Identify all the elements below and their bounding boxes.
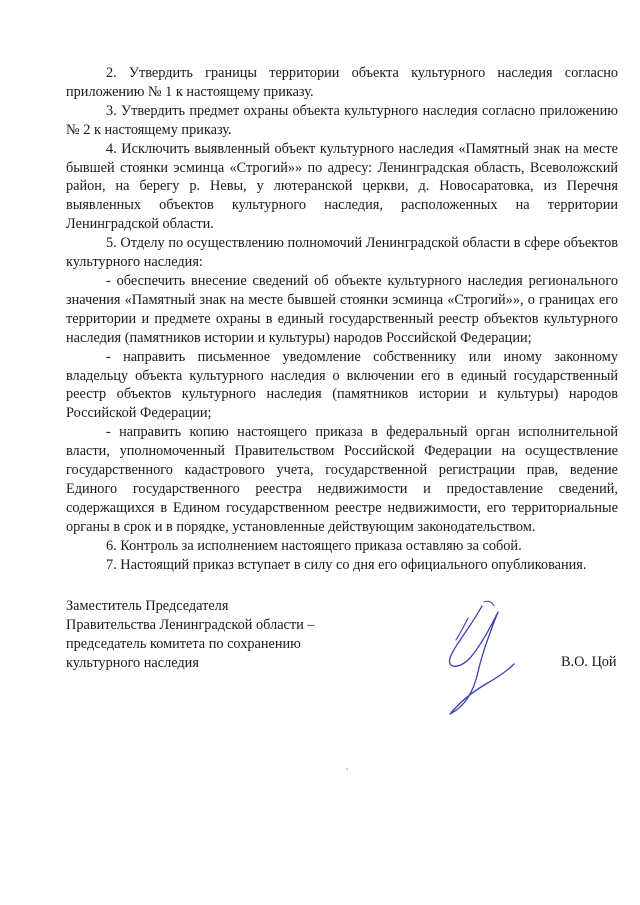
paragraph-bullet-2: - направить письменное уведомление собственнику или иному законному владельцу объекта культурного наследия о включении его в единый государственный реестр объектов культурного наследия (памятников истории и культуры) народов Российской Федерации; (66, 348, 618, 422)
signatory-name: В.О. Цой (561, 654, 617, 670)
paragraph-item-5: 5. Отделу по осуществлению полномочий Ленинградской области в сфере объектов культурного наследия: (66, 235, 618, 271)
scan-speck (346, 768, 348, 770)
document-body (66, 64, 618, 574)
signatory-position-line: Правительства Ленинградской области – (66, 617, 315, 633)
handwritten-signature (420, 598, 530, 720)
paragraph-item-4: 4. Исключить выявленный объект культурного наследия «Памятный знак на месте бывшей стоянки эсминца «Строгий»» по адресу: Ленинградская область, Всеволожский район, на берегу р. Невы, у лютеранской церкви, д. Новосаратовка, из Перечня выявленных объектов культурного наследия, расположенных на территории Ленинградской области. (66, 140, 618, 233)
paragraph-bullet-1: - обеспечить внесение сведений об объекте культурного наследия регионального значения «Памятный знак на месте бывшей стоянки эсминца «Строгий»», о границах его территории и предмете охраны в единый государственный реестр объектов культурного наследия (памятников истории и культуры) народов Российской Федерации; (66, 272, 618, 346)
signatory-position-line: председатель комитета по сохранению (66, 636, 301, 652)
paragraph-item-6: 6. Контроль за исполнением настоящего приказа оставляю за собой. (106, 537, 522, 554)
paragraph-item-2: 2. Утвердить границы территории объекта культурного наследия согласно приложению № 1 к настоящему приказу. (66, 65, 618, 100)
signatory-position-line: культурного наследия (66, 655, 199, 671)
paragraph-bullet-3: - направить копию настоящего приказа в федеральный орган исполнительной власти, уполномоченный Правительством Российской Федерации на осуществление государственного кадастрового учета, государственной регистрации прав, ведение Единого государственного реестра недвижимости и предоставление сведений, содержащихся в Едином государственном реестре недвижимости, его территориальные органы в срок и в порядке, установленные действующим законодательством. (66, 424, 618, 535)
paragraph-item-3: 3. Утвердить предмет охраны объекта культурного наследия согласно приложению № 2 к настоящему приказу. (66, 102, 618, 138)
paragraph-item-7: 7. Настоящий приказ вступает в силу со дня его официального опубликования. (106, 556, 587, 573)
signatory-position (66, 597, 315, 673)
signatory-position-line: Заместитель Председателя (66, 598, 229, 614)
